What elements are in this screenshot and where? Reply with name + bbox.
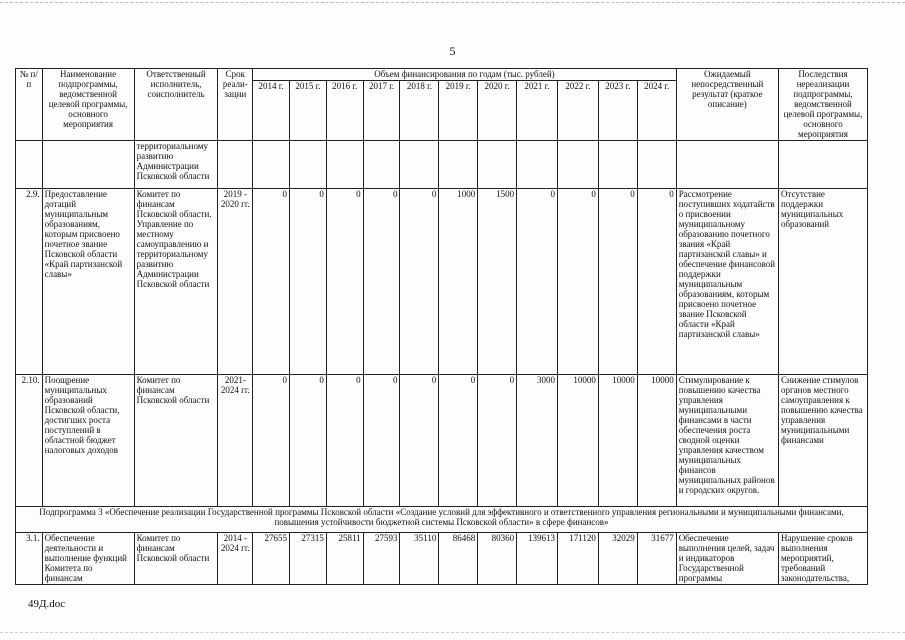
cell-value: 10000 bbox=[637, 375, 676, 507]
header-year: 2018 г. bbox=[400, 81, 439, 141]
cell-value: 27655 bbox=[253, 533, 290, 585]
header-year: 2015 г. bbox=[290, 81, 327, 141]
header-period: Срок реали-зации bbox=[218, 69, 253, 141]
cell-value: 0 bbox=[253, 189, 290, 375]
header-consequences: Последствия нереализации подпрограммы, ведомственной целевой программы, основного мероприятия bbox=[778, 69, 867, 141]
cell-value: 0 bbox=[598, 189, 637, 375]
header-year: 2024 г. bbox=[637, 81, 676, 141]
cell-name: Поощрение муниципальных образований Псковской области, достигших роста поступлений в областной бюджет налоговых доходов bbox=[42, 375, 134, 507]
cell-name: Предоставление дотаций муниципальным образованиям, которым присвоено почетное звание Псковской области «Край партизанской славы» bbox=[42, 189, 134, 375]
header-year: 2020 г. bbox=[478, 81, 517, 141]
cell-name: Обеспечение деятельности и выполнение функций Комитета по финансам bbox=[42, 533, 134, 585]
header-year: 2021 г. bbox=[517, 81, 558, 141]
scan-edge-top bbox=[0, 2, 905, 3]
cell-value: 0 bbox=[517, 189, 558, 375]
cell-num bbox=[16, 141, 43, 189]
subprogram-title: Подпрограмма 3 «Обеспечение реализации Государственной программы Псковской области «Создание условий для эффективного и ответственного управления региональными и муниципальными финансами, повышения устойчивости бюджетной системы Псковской области» в сфере финансов» bbox=[16, 507, 868, 533]
cell-responsible: территориальному развитию Администрации Псковской области bbox=[134, 141, 218, 189]
header-responsible: Ответственный исполнитель, соисполнитель bbox=[134, 69, 218, 141]
table-row bbox=[16, 533, 868, 585]
cell-period: 2021- 2024 гг. bbox=[218, 375, 253, 507]
header-result: Ожидаемый непосредственный результат (краткое описание) bbox=[676, 69, 778, 141]
cell-value: 31677 bbox=[637, 533, 676, 585]
table-row bbox=[16, 141, 868, 189]
cell-value: 0 bbox=[326, 375, 363, 507]
cell-value: 0 bbox=[290, 189, 327, 375]
cell-value: 0 bbox=[478, 375, 517, 507]
cell-value: 80360 bbox=[478, 533, 517, 585]
cell-value: 0 bbox=[326, 189, 363, 375]
cell-value: 0 bbox=[363, 189, 400, 375]
cell-value: 27593 bbox=[363, 533, 400, 585]
cell-value: 25811 bbox=[326, 533, 363, 585]
cell-value: 3000 bbox=[517, 375, 558, 507]
header-year: 2022 г. bbox=[557, 81, 598, 141]
cell-name bbox=[42, 141, 134, 189]
page-number: 5 bbox=[449, 44, 456, 58]
cell-value: 0 bbox=[439, 375, 478, 507]
cell-value: 0 bbox=[637, 189, 676, 375]
cell-value: 10000 bbox=[557, 375, 598, 507]
header-name: Наименование подпрограммы, ведомственной целевой программы, основного мероприятия bbox=[42, 69, 134, 141]
cell-value: 0 bbox=[400, 375, 439, 507]
budget-table bbox=[15, 68, 868, 585]
scan-edge-bottom bbox=[0, 632, 905, 633]
header-num: № п/п bbox=[16, 69, 43, 141]
cell-value: 86468 bbox=[439, 533, 478, 585]
cell-consequences: Нарушение сроков выполнения мероприятий, требований законодательства, bbox=[778, 533, 867, 585]
cell-period: 2014 - 2024 гг. bbox=[218, 533, 253, 585]
cell-period: 2019 - 2020 гг. bbox=[218, 189, 253, 375]
header-year: 2016 г. bbox=[326, 81, 363, 141]
header-year: 2014 г. bbox=[253, 81, 290, 141]
cell-value: 0 bbox=[253, 375, 290, 507]
table-row bbox=[16, 375, 868, 507]
header-year: 2019 г. bbox=[439, 81, 478, 141]
cell-value: 32029 bbox=[598, 533, 637, 585]
cell-responsible: Комитет по финансам Псковской области bbox=[134, 375, 218, 507]
cell-value: 139613 bbox=[517, 533, 558, 585]
cell-value: 27315 bbox=[290, 533, 327, 585]
cell-value: 0 bbox=[363, 375, 400, 507]
cell-value: 1500 bbox=[478, 189, 517, 375]
cell-consequences: Снижение стимулов органов местного самоуправления к повышению качества управления муниципальными финансами bbox=[778, 375, 867, 507]
cell-value: 0 bbox=[557, 189, 598, 375]
table-row bbox=[16, 189, 868, 375]
header-funding-title: Объем финансирования по годам (тыс. рублей) bbox=[253, 69, 676, 81]
cell-result: Стимулирование к повышению качества управления муниципальными финансами в части обеспечения роста сводной оценки управления качеством муниципальных финансов муниципальных районов и городских округов. bbox=[676, 375, 778, 507]
cell-num: 2.9. bbox=[16, 189, 43, 375]
cell-num: 3.1. bbox=[16, 533, 43, 585]
cell-value: 10000 bbox=[598, 375, 637, 507]
cell-responsible: Комитет по финансам Псковской области bbox=[134, 533, 218, 585]
cell-responsible: Комитет по финансам Псковской области. Управление по местному самоуправлению и территориальному развитию Администрации Псковской области bbox=[134, 189, 218, 375]
cell-result: Рассмотрение поступивших ходатайств о присвоении муниципальному образованию почетного звания «Край партизанской славы» и обеспечение финансовой поддержки муниципальным образованиям, которым присвоено почетное звание Псковской области «Край партизанской славы» bbox=[676, 189, 778, 375]
cell-value: 1000 bbox=[439, 189, 478, 375]
footer-filename: 49Д.doc bbox=[28, 598, 66, 610]
cell-num: 2.10. bbox=[16, 375, 43, 507]
cell-value: 0 bbox=[400, 189, 439, 375]
cell-value: 171120 bbox=[557, 533, 598, 585]
cell-consequences: Отсутствие поддержки муниципальных образований bbox=[778, 189, 867, 375]
table-row bbox=[16, 507, 868, 533]
header-year: 2023 г. bbox=[598, 81, 637, 141]
header-year: 2017 г. bbox=[363, 81, 400, 141]
cell-value: 0 bbox=[290, 375, 327, 507]
cell-result: Обеспечение выполнения целей, задач и индикаторов Государственной программы bbox=[676, 533, 778, 585]
cell-value: 35110 bbox=[400, 533, 439, 585]
